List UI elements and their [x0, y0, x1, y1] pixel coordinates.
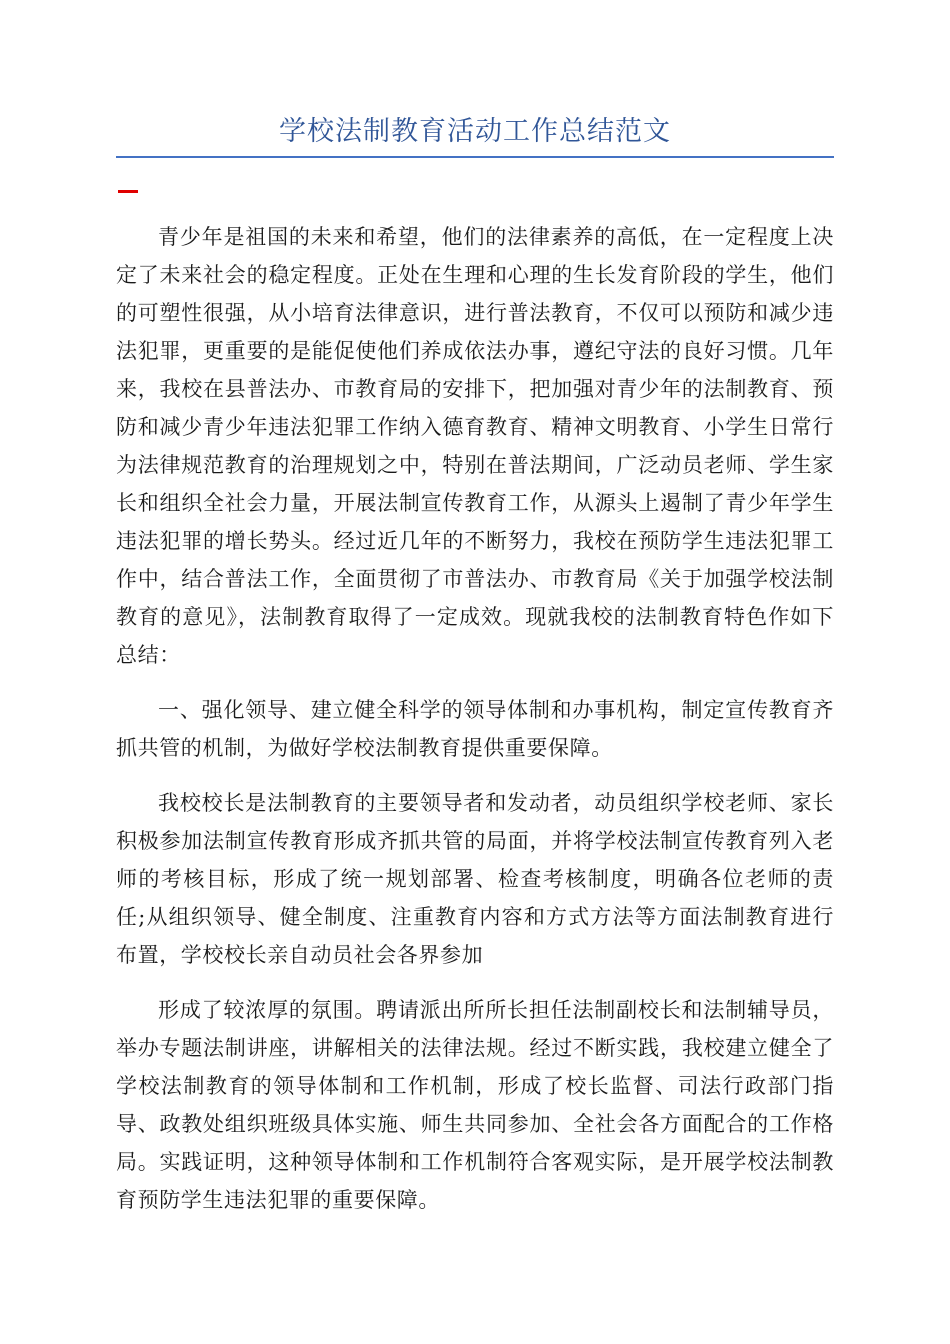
- paragraph-heading-1: 一、强化领导、建立健全科学的领导体制和办事机构，制定宣传教育齐抓共管的机制，为做好学校法制教育提供重要保障。: [116, 698, 834, 760]
- document-body: [116, 218, 834, 1236]
- paragraph-intro: 青少年是祖国的未来和希望，他们的法律素养的高低，在一定程度上决定了未来社会的稳定程度。正处在生理和心理的生长发育阶段的学生，他们的可塑性很强，从小培育法律意识，进行普法教育，不仅可以预防和减少违法犯罪，更重要的是能促使他们养成依法办事，遵纪守法的良好习惯。几年来，我校在县普法办、市教育局的安排下，把加强对青少年的法制教育、预防和减少青少年违法犯罪工作纳入德育教育、精神文明教育、小学生日常行为法律规范教育的治理规划之中，特别在普法期间，广泛动员老师、学生家长和组织全社会力量，开展法制宣传教育工作，从源头上遏制了青少年学生违法犯罪的增长势头。经过近几年的不断努力，我校在预防学生违法犯罪工作中，结合普法工作，全面贯彻了市普法办、市教育局《关于加强学校法制教育的意见》，法制教育取得了一定成效。现就我校的法制教育特色作如下总结：: [116, 225, 834, 667]
- title-underline: [116, 156, 834, 158]
- paragraph-leadership: 我校校长是法制教育的主要领导者和发动者，动员组织学校老师、家长积极参加法制宣传教育形成齐抓共管的局面，并将学校法制宣传教育列入老师的考核目标，形成了统一规划部署、检查考核制度，明确各位老师的责任;从组织领导、健全制度、注重教育内容和方式方法等方面法制教育进行布置，学校校长亲自动员社会各界参加: [116, 791, 834, 967]
- paragraph-atmosphere: 形成了较浓厚的氛围。聘请派出所所长担任法制副校长和法制辅导员，举办专题法制讲座，讲解相关的法律法规。经过不断实践，我校建立健全了学校法制教育的领导体制和工作机制，形成了校长监督、司法行政部门指导、政教处组织班级具体实施、师生共同参加、全社会各方面配合的工作格局。实践证明，这种领导体制和工作机制符合客观实际，是开展学校法制教育预防学生违法犯罪的重要保障。: [116, 998, 834, 1212]
- document-title: 学校法制教育活动工作总结范文: [279, 116, 671, 147]
- section-marker: [118, 190, 138, 193]
